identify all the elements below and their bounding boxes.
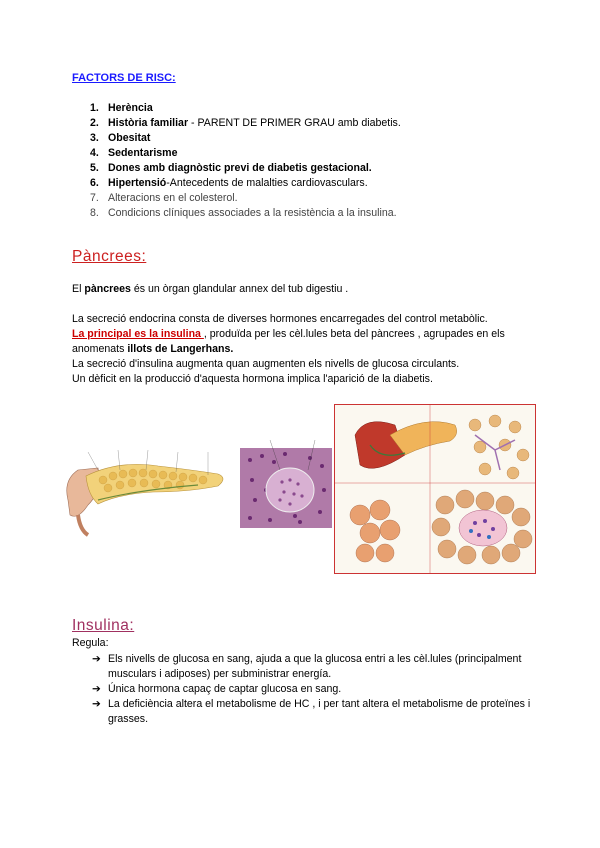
pancreas-definition: El pàncrees és un òrgan glandular annex del tub digestiu . [72, 283, 349, 295]
arrow-icon: ➔ [92, 653, 101, 665]
list-item: ➔ Única hormona capaç de captar glucosa en sang. [92, 683, 342, 695]
list-item: 1. Herència [90, 102, 153, 114]
list-item: ➔ La deficiència altera el metabolisme de HC , i per tant altera el metabolisme de proteïnes i grasses. [92, 698, 531, 725]
list-item: 4. Sedentarisme [90, 147, 178, 159]
list-item: 8. Condicions clíniques associades a la resistència a la insulina. [90, 207, 397, 219]
arrow-icon: ➔ [92, 683, 101, 695]
insulin-intro: Regula: [72, 637, 109, 649]
islet-histology-figure [240, 440, 332, 540]
pancreas-anatomy-figure [58, 440, 238, 540]
list-item: ➔ Els nivells de glucosa en sang, ajuda a que la glucosa entri a les cèl.lules (principalment musculars i adiposes) per subministrar energía. [92, 653, 522, 680]
list-item: 3. Obesitat [90, 132, 151, 144]
risk-factors-heading: FACTORS DE RISC: [72, 72, 176, 84]
risk-factors-list [72, 101, 552, 221]
insulin-list [72, 652, 542, 727]
arrow-icon: ➔ [92, 698, 101, 710]
insulin-heading: Insulina: [72, 617, 135, 634]
pancreas-paragraph: La secreció endocrina consta de diverses hormones encarregades del control metabòlic. La principal es la insulina , produïda per les cèl.lules beta del pàncrees , agrupades en els anomenats illots de Langerhans. La secreció d'insulina augmenta quan augmenten els nivells de glucosa circulants. Un dèficit en la producció d'aquesta hormona implica l'aparició de la diabetis. [72, 313, 505, 385]
list-item: 2. Història familiar - PARENT DE PRIMER GRAU amb diabetis. [90, 117, 401, 129]
insulin-highlight: La principal es la insulina [72, 328, 204, 340]
pancreas-composite-figure [334, 404, 536, 574]
list-item: 5. Dones amb diagnòstic previ de diabetis gestacional. [90, 162, 372, 174]
list-item: 7. Alteracions en el colesterol. [90, 192, 238, 204]
list-item: 6. Hipertensió-Antecedents de malalties cardiovasculars. [90, 177, 368, 189]
pancreas-heading: Pàncrees: [72, 248, 147, 265]
